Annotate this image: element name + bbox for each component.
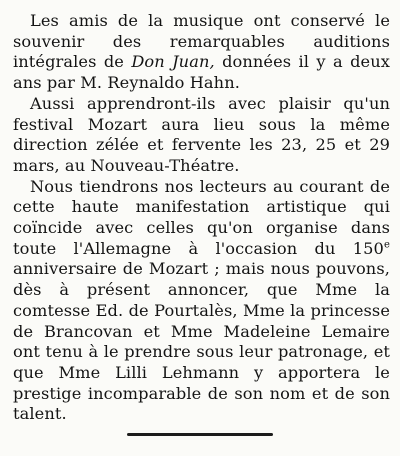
closing-rule <box>127 433 273 436</box>
paragraph-1-text-b: données il y a deux ans par M. Reynaldo Hahn. <box>13 52 390 93</box>
paragraph-1-text-a: Les amis de la musique ont conservé le souvenir des remarquables auditions intégrales de <box>13 11 390 72</box>
ordinal-superscript: e <box>383 239 390 251</box>
paragraph-don-juan-auditions <box>13 11 390 94</box>
paragraph-2-text: Aussi apprendront-ils avec plaisir qu'un festival Mozart aura lieu sous la même direction zélée et fervente les 23, 25 et 29 mars, au Nouveau-Théatre. <box>13 93 390 175</box>
paragraph-3-text-b: anniversaire de Mozart ; mais nous pouvons, dès à présent annoncer, que Mme la comtesse Ed. de Pourtalès, Mme la princesse de Brancovan et Mme Madeleine Lemaire ont tenu à le prendre sous leur patronage, et que Mme Lilli Lehmann y apportera le prestige incomparable de son nom et de son talent. <box>13 259 390 424</box>
paragraph-3-text-a: Nous tiendrons nos lecteurs au courant de cette haute manifestation artistique qui coïncide avec celles qu'on organise dans toute l'Allemagne à l'occasion du 150 <box>13 176 390 258</box>
paragraph-patronage <box>13 177 390 425</box>
paragraph-festival-announcement <box>13 94 390 177</box>
opera-title: Don Juan, <box>131 52 215 72</box>
